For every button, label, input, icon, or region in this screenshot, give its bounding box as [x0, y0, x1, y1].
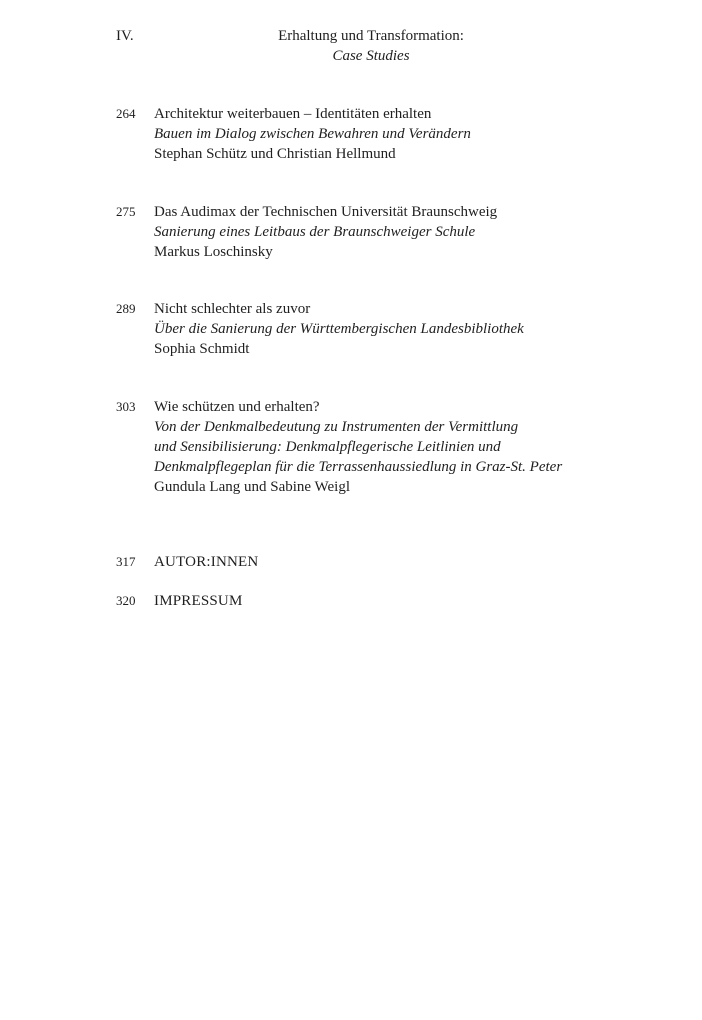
entry-title[interactable]: Das Audimax der Technischen Universität Braunschweig: [154, 204, 498, 220]
entry-content: [154, 591, 674, 611]
entry-author: Gundula Lang und Sabine Weigl: [154, 479, 350, 495]
section-title-block: [246, 26, 496, 66]
entry-subtitle: und Sensibilisierung: Denkmalpflegerische Leitlinien und: [154, 439, 501, 455]
entry-author: Stephan Schütz und Christian Hellmund: [154, 146, 396, 162]
entry-content: [154, 299, 674, 359]
entry-title[interactable]: Wie schützen und erhalten?: [154, 399, 320, 415]
entry-subtitle: Bauen im Dialog zwischen Bewahren und Verändern: [154, 126, 471, 142]
entry-page-number: 289: [116, 301, 136, 316]
entry-subtitle: Sanierung eines Leitbaus der Braunschweiger Schule: [154, 224, 476, 240]
entry-page-number: 320: [116, 593, 136, 608]
entry-author: Sophia Schmidt: [154, 341, 250, 357]
entry-content: [154, 397, 674, 497]
entry-subtitle: Von der Denkmalbedeutung zu Instrumenten der Vermittlung: [154, 419, 519, 435]
entry-title[interactable]: Architektur weiterbauen – Identitäten erhalten: [154, 106, 432, 122]
entry-page-number: 275: [116, 204, 136, 219]
section-subtitle: Case Studies: [332, 48, 410, 64]
entry-subtitle: Über die Sanierung der Württembergischen Landesbibliothek: [154, 321, 524, 337]
entry-page-number: 264: [116, 106, 136, 121]
section-header: [0, 26, 702, 70]
entry-content: [154, 202, 674, 262]
entry-page-number: 303: [116, 399, 136, 414]
entry-author: Markus Loschinsky: [154, 244, 273, 260]
entry-title[interactable]: AUTOR:INNEN: [154, 554, 259, 570]
entry-title[interactable]: Nicht schlechter als zuvor: [154, 301, 311, 317]
entry-title[interactable]: IMPRESSUM: [154, 593, 243, 609]
entry-content: [154, 552, 674, 572]
entry-content: [154, 104, 674, 164]
entry-subtitle: Denkmalpflegeplan für die Terrassenhaussiedlung in Graz-St. Peter: [154, 459, 563, 475]
section-number: IV.: [116, 28, 134, 44]
section-title: Erhaltung und Transformation:: [278, 28, 464, 44]
entry-page-number: 317: [116, 554, 136, 569]
